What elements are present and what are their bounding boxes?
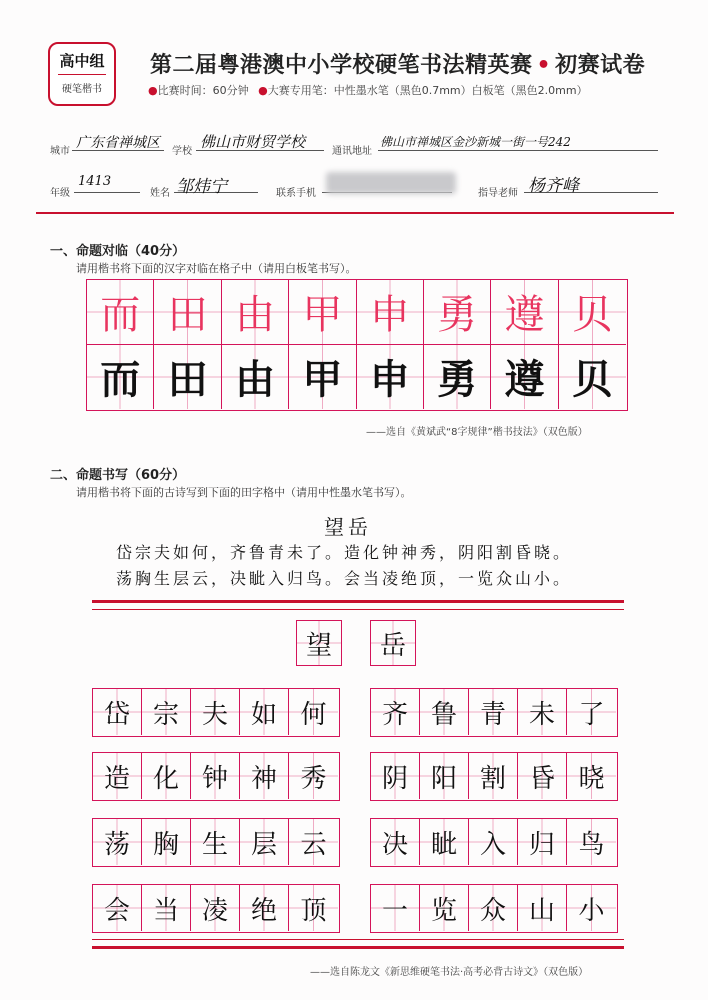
poem-char: 云 bbox=[289, 819, 338, 865]
poem-row bbox=[370, 884, 618, 933]
copy-grid bbox=[86, 279, 628, 411]
poem-char: 秀 bbox=[289, 753, 338, 799]
copy-char: 由 bbox=[222, 345, 289, 410]
school-value: 佛山市财贸学校 bbox=[200, 133, 306, 151]
rules-time: 比赛时间：60分钟 bbox=[157, 84, 249, 97]
group-badge bbox=[48, 42, 116, 106]
poem-line-2: 荡胸生层云，决眦入归鸟。会当凌绝顶，一览众山小。 bbox=[116, 569, 573, 588]
poem-char: 造 bbox=[93, 753, 142, 799]
poem-char: 一 bbox=[371, 885, 420, 931]
phone-label: 联系手机 bbox=[276, 188, 316, 199]
poem-title-char: 望 bbox=[296, 620, 342, 666]
teacher-label: 指导老师 bbox=[478, 188, 518, 199]
page-title bbox=[150, 48, 645, 79]
city-value: 广东省禅城区 bbox=[76, 135, 160, 151]
teacher-value: 杨齐峰 bbox=[528, 176, 579, 196]
badge-divider bbox=[58, 74, 106, 75]
poem-char: 如 bbox=[240, 689, 289, 735]
badge-category: 硬笔楷书 bbox=[62, 84, 102, 95]
poem-row bbox=[92, 818, 340, 867]
phone-redacted bbox=[326, 172, 456, 194]
section2-instruction: 请用楷书将下面的古诗写到下面的田字格中（请用中性墨水笔书写）。 bbox=[76, 486, 412, 499]
poem-line-1: 岱宗夫如何，齐鲁青未了。造化钟神秀，阴阳割昏晓。 bbox=[116, 543, 573, 562]
poem-char: 了 bbox=[567, 689, 616, 735]
rules-line: ●比赛时间：60分钟 ●大赛专用笔：中性墨水笔（黑色0.7mm）白板笔（黑色2.0mm） bbox=[148, 84, 588, 97]
poem-char: 生 bbox=[191, 819, 240, 865]
poem-char: 当 bbox=[142, 885, 191, 931]
poem-char: 小 bbox=[567, 885, 616, 931]
poem-top-rule bbox=[92, 600, 624, 610]
poem-row bbox=[92, 752, 340, 801]
poem-char: 神 bbox=[240, 753, 289, 799]
model-char: 遵 bbox=[491, 280, 558, 345]
section2-heading: 二、命题书写（60分） bbox=[50, 468, 186, 483]
address-value: 佛山市禅城区金沙新城一街一号242 bbox=[380, 135, 571, 149]
poem-row bbox=[370, 752, 618, 801]
model-char: 由 bbox=[222, 280, 289, 345]
poem-row bbox=[370, 818, 618, 867]
name-label: 姓名 bbox=[150, 188, 170, 199]
header-divider bbox=[36, 212, 674, 214]
model-char: 申 bbox=[357, 280, 424, 345]
title-suffix: 初赛试卷 bbox=[555, 53, 646, 78]
poem-row bbox=[370, 688, 618, 737]
section1-instruction: 请用楷书将下面的汉字对临在格子中（请用白板笔书写）。 bbox=[76, 262, 357, 275]
poem-char: 胸 bbox=[142, 819, 191, 865]
poem-char: 昏 bbox=[518, 753, 567, 799]
poem-char: 凌 bbox=[191, 885, 240, 931]
poem-char: 化 bbox=[142, 753, 191, 799]
section2-source: ——选自陈龙文《新思维硬笔书法·高考必背古诗文》（双色版） bbox=[310, 967, 589, 978]
school-label: 学校 bbox=[172, 146, 192, 157]
poem-char: 鸟 bbox=[567, 819, 616, 865]
badge-group: 高中组 bbox=[59, 52, 105, 70]
poem-char: 览 bbox=[420, 885, 469, 931]
copy-char: 贝 bbox=[559, 345, 626, 410]
poem-char: 阳 bbox=[420, 753, 469, 799]
poem-char: 眦 bbox=[420, 819, 469, 865]
poem-title-char: 岳 bbox=[370, 620, 416, 666]
model-char: 贝 bbox=[559, 280, 626, 345]
title-dot: • bbox=[536, 53, 552, 78]
poem-char: 宗 bbox=[142, 689, 191, 735]
poem-char: 夫 bbox=[191, 689, 240, 735]
copy-char: 田 bbox=[154, 345, 221, 410]
poem-char: 何 bbox=[289, 689, 338, 735]
poem-char: 决 bbox=[371, 819, 420, 865]
poem-title: 望岳 bbox=[324, 515, 372, 539]
section1-source: ——选自《黄斌武“8字规律”楷书技法》（双色版） bbox=[366, 427, 588, 438]
poem-char: 鲁 bbox=[420, 689, 469, 735]
title-main: 第二届粤港澳中小学校硬笔书法精英赛 bbox=[150, 53, 533, 78]
poem-row bbox=[92, 884, 340, 933]
poem-char: 晓 bbox=[567, 753, 616, 799]
name-value: 邹炜宁 bbox=[176, 177, 227, 197]
poem-char: 齐 bbox=[371, 689, 420, 735]
poem-row bbox=[92, 688, 340, 737]
section1-heading: 一、命题对临（40分） bbox=[50, 244, 186, 259]
poem-char: 山 bbox=[518, 885, 567, 931]
model-char: 甲 bbox=[289, 280, 356, 345]
rules-pens: 大赛专用笔：中性墨水笔（黑色0.7mm）白板笔（黑色2.0mm） bbox=[267, 84, 588, 97]
poem-char: 阴 bbox=[371, 753, 420, 799]
copy-char: 而 bbox=[87, 345, 154, 410]
poem-char: 层 bbox=[240, 819, 289, 865]
copy-char: 遵 bbox=[491, 345, 558, 410]
poem-bottom-rule bbox=[92, 939, 624, 949]
poem-char: 归 bbox=[518, 819, 567, 865]
poem-char: 众 bbox=[469, 885, 518, 931]
poem-char: 割 bbox=[469, 753, 518, 799]
model-char: 而 bbox=[87, 280, 154, 345]
poem-char: 钟 bbox=[191, 753, 240, 799]
grade-value: 1413 bbox=[78, 174, 112, 189]
copy-char: 甲 bbox=[289, 345, 356, 410]
poem-char: 会 bbox=[93, 885, 142, 931]
poem-char: 荡 bbox=[93, 819, 142, 865]
poem-char: 绝 bbox=[240, 885, 289, 931]
copy-char: 申 bbox=[357, 345, 424, 410]
address-label: 通讯地址 bbox=[332, 146, 372, 157]
poem-char: 顶 bbox=[289, 885, 338, 931]
poem-char: 青 bbox=[469, 689, 518, 735]
poem-char: 岱 bbox=[93, 689, 142, 735]
model-char: 勇 bbox=[424, 280, 491, 345]
copy-char: 勇 bbox=[424, 345, 491, 410]
grade-label: 年级 bbox=[50, 188, 70, 199]
model-char: 田 bbox=[154, 280, 221, 345]
city-label: 城市 bbox=[50, 146, 70, 157]
poem-char: 未 bbox=[518, 689, 567, 735]
poem-char: 入 bbox=[469, 819, 518, 865]
